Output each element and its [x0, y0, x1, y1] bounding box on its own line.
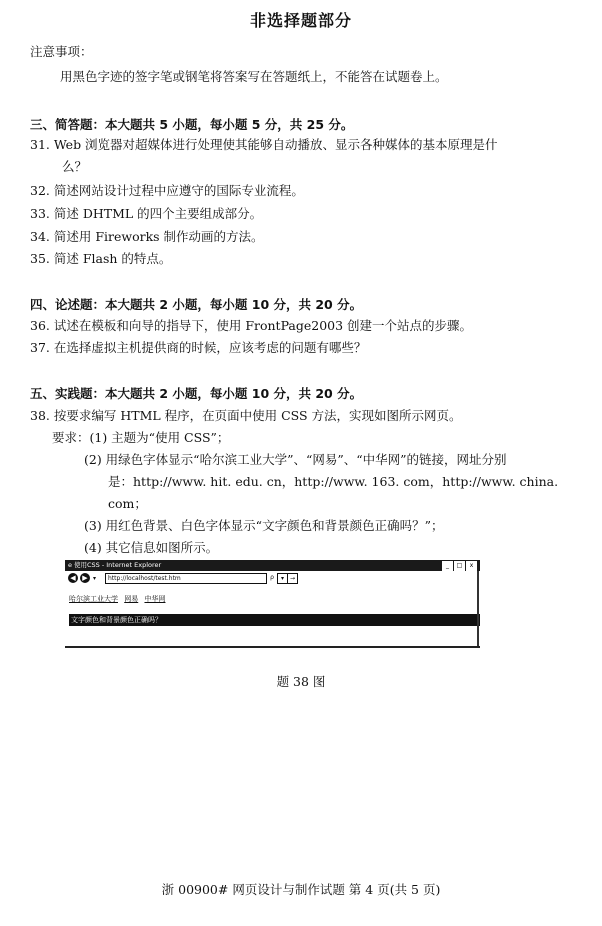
section4-heading: 四、论述题：本大题共 2 小题，每小题 10 分，共 20 分。: [30, 297, 363, 312]
forward-arrow-icon: ▶: [80, 573, 90, 583]
page-title: 非选择题部分: [249, 11, 352, 30]
address-dropdown-icon: ▾: [277, 573, 288, 584]
link-hit: 哈尔滨工业大学: [69, 595, 118, 603]
back-arrow-icon: ◀: [68, 573, 78, 583]
browser-navbar: [65, 572, 480, 585]
browser-window-title: 使用CSS - Internet Explorer: [74, 561, 162, 569]
notice-text: 用黑色字迹的签字笔或钢笔将答案写在答题纸上，不能答在试题卷上。: [60, 69, 448, 84]
history-dropdown-icon: ▾: [93, 575, 97, 582]
minimize-icon: _: [442, 561, 453, 571]
requirement-2-line2: 是：http://www. hit. edu. cn，http://www. 163. com，http://www. china.: [108, 474, 559, 489]
browser-figure: [65, 560, 480, 650]
section5-heading: 五、实践题：本大题共 2 小题，每小题 10 分，共 20 分。: [30, 386, 363, 401]
figure-caption: 题 38 图: [276, 674, 326, 689]
page-footer: 浙 00900# 网页设计与制作试题 第 4 页(共 5 页): [161, 882, 441, 897]
go-icon: →: [287, 573, 298, 584]
browser-frame-bottom: [65, 646, 480, 648]
close-icon: x: [466, 561, 477, 571]
window-controls: [442, 561, 477, 571]
address-bar: http://localhost/test.htm: [105, 573, 267, 584]
question-38: 38. 按要求编写 HTML 程序，在页面中使用 CSS 方法，实现如图所示网页。: [30, 408, 462, 423]
ie-icon: e: [68, 561, 72, 569]
question-33: 33. 简述 DHTML 的四个主要组成部分。: [30, 206, 263, 221]
question-31-line2: 么？: [62, 159, 88, 174]
requirement-1: 要求：(1) 主题为“使用 CSS”；: [52, 430, 230, 445]
requirement-3: (3) 用红色背景、白色字体显示“文字颜色和背景颜色正确吗？”；: [84, 518, 444, 533]
link-163: 网易: [124, 595, 139, 603]
requirement-2-line1: (2) 用绿色字体显示“哈尔滨工业大学”、“网易”、“中华网”的链接，网址分别: [84, 452, 507, 467]
question-36: 36. 试述在模板和向导的指导下，使用 FrontPage2003 创建一个站点的步骤。: [30, 318, 473, 333]
browser-titlebar: [65, 560, 480, 571]
search-icon: ρ: [270, 574, 274, 581]
requirement-2-line3: com；: [108, 496, 147, 511]
question-34: 34. 简述用 Fireworks 制作动画的方法。: [30, 229, 264, 244]
browser-frame-edge: [477, 571, 479, 647]
section3-heading: 三、简答题：本大题共 5 小题，每小题 5 分，共 25 分。: [30, 117, 354, 132]
link-china: 中华网: [144, 595, 166, 603]
question-31-line1: 31. Web 浏览器对超媒体进行处理使其能够自动播放、显示各种媒体的基本原理是什: [30, 137, 498, 152]
question-35: 35. 简述 Flash 的特点。: [30, 251, 172, 266]
notice-heading: 注意事项：: [30, 44, 93, 59]
question-37: 37. 在选择虚拟主机提供商的时候，应该考虑的问题有哪些？: [30, 340, 367, 355]
requirement-4: (4) 其它信息如图所示。: [84, 540, 219, 555]
question-32: 32. 简述网站设计过程中应遵守的国际专业流程。: [30, 183, 304, 198]
maximize-icon: □: [454, 561, 465, 571]
link-list: [69, 594, 169, 604]
color-banner: 文字颜色和背景颜色正确吗？: [69, 614, 480, 626]
